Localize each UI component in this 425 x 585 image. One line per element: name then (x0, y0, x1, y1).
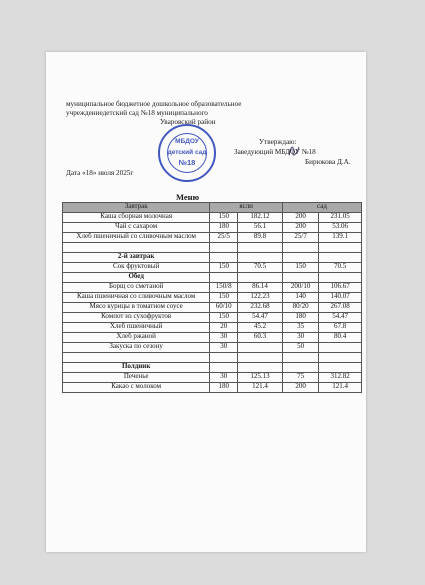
header-nursery: ясли (210, 203, 283, 213)
garden-calories (319, 343, 362, 353)
garden-calories: 80.4 (319, 333, 362, 343)
dish-name: Борщ со сметаной (63, 283, 210, 293)
empty-cell (210, 273, 238, 283)
garden-calories: 70.5 (319, 263, 362, 273)
dish-name: Какао с молоком (63, 383, 210, 393)
signature (287, 143, 301, 159)
approve-label: Утверждаю: (259, 138, 297, 146)
nursery-portion: 60/10 (210, 303, 238, 313)
nursery-portion: 20 (210, 323, 238, 333)
head-role: Заведующий МБДОУ №18 (234, 148, 316, 156)
nursery-calories: 54.47 (238, 313, 283, 323)
table-row (63, 343, 362, 353)
table-row (63, 313, 362, 323)
garden-calories: 267.08 (319, 303, 362, 313)
garden-calories: 139.1 (319, 233, 362, 243)
section-row (63, 363, 362, 373)
table-header-row (63, 203, 362, 213)
nursery-calories: 232.68 (238, 303, 283, 313)
nursery-calories: 89.8 (238, 233, 283, 243)
empty-cell (319, 353, 362, 363)
garden-portion: 200 (282, 213, 318, 223)
garden-portion: 150 (282, 263, 318, 273)
nursery-calories: 56.1 (238, 223, 283, 233)
garden-calories: 53.06 (319, 223, 362, 233)
head-name: Бирюкова Д.А. (305, 158, 351, 166)
empty-cell (210, 353, 238, 363)
organization-stamp (158, 124, 216, 182)
garden-calories: 106.67 (319, 283, 362, 293)
empty-cell (210, 243, 238, 253)
header-meal: Завтрак (63, 203, 210, 213)
nursery-portion: 180 (210, 223, 238, 233)
section-row (63, 273, 362, 283)
nursery-calories (238, 343, 283, 353)
nursery-portion: 30 (210, 333, 238, 343)
dish-name: Каша пшеничная со сливочным маслом (63, 293, 210, 303)
table-row (63, 293, 362, 303)
empty-cell (238, 273, 283, 283)
table-row (63, 303, 362, 313)
nursery-portion: 150 (210, 313, 238, 323)
nursery-portion: 30 (210, 373, 238, 383)
section-title: Полдник (63, 363, 210, 373)
nursery-calories: 122.23 (238, 293, 283, 303)
dish-name: Хлеб ржаной (63, 333, 210, 343)
nursery-calories: 60.3 (238, 333, 283, 343)
section-title: Обед (63, 273, 210, 283)
garden-portion: 200 (282, 383, 318, 393)
garden-calories: 231.05 (319, 213, 362, 223)
garden-calories: 140.07 (319, 293, 362, 303)
empty-cell (210, 363, 238, 373)
table-row (63, 233, 362, 243)
table-row (63, 283, 362, 293)
table-row (63, 323, 362, 333)
empty-cell (319, 363, 362, 373)
table-row (63, 223, 362, 233)
empty-cell (238, 353, 283, 363)
garden-portion: 35 (282, 323, 318, 333)
garden-portion: 30 (282, 333, 318, 343)
dish-name: Мясо курицы в томатном соусе (63, 303, 210, 313)
dish-name: Хлеб пшеничный со сливочным маслом (63, 233, 210, 243)
table-row (63, 383, 362, 393)
garden-portion: 200/10 (282, 283, 318, 293)
org-line-2: учреждениедетский сад №18 муниципального (66, 109, 208, 117)
garden-portion: 80/20 (282, 303, 318, 313)
nursery-portion: 30 (210, 343, 238, 353)
garden-portion: 140 (282, 293, 318, 303)
dish-name: Печенье (63, 373, 210, 383)
table-row (63, 213, 362, 223)
garden-calories: 121.4 (319, 383, 362, 393)
nursery-portion: 180 (210, 383, 238, 393)
garden-portion: 25/7 (282, 233, 318, 243)
garden-calories: 67.8 (319, 323, 362, 333)
nursery-portion: 150/8 (210, 283, 238, 293)
garden-portion: 75 (282, 373, 318, 383)
garden-portion: 180 (282, 313, 318, 323)
header-garden: сад (282, 203, 361, 213)
empty-cell (63, 353, 210, 363)
garden-calories: 54.47 (319, 313, 362, 323)
stamp-text-3: №18 (178, 158, 196, 167)
org-line-3: Уваровский район (160, 118, 216, 126)
garden-portion: 50 (282, 343, 318, 353)
nursery-calories: 45.2 (238, 323, 283, 333)
document-date: Дата «18» июля 2025г (66, 169, 134, 177)
menu-title: Меню (176, 192, 200, 202)
dish-name: Чай с сахаром (63, 223, 210, 233)
empty-cell (210, 253, 238, 263)
empty-cell (319, 253, 362, 263)
empty-cell (319, 243, 362, 253)
dish-name: Сок фруктовый (63, 263, 210, 273)
empty-cell (238, 253, 283, 263)
nursery-calories: 125.13 (238, 373, 283, 383)
empty-cell (282, 273, 318, 283)
table-spacer-row (63, 243, 362, 253)
garden-portion: 200 (282, 223, 318, 233)
menu-table (62, 202, 362, 393)
table-row (63, 263, 362, 273)
org-line-1: муниципальное бюджетное дошкольное образовательное (66, 100, 242, 108)
table-row (63, 333, 362, 343)
nursery-calories: 182.12 (238, 213, 283, 223)
empty-cell (238, 243, 283, 253)
table-spacer-row (63, 353, 362, 363)
dish-name: Каша сборная молочная (63, 213, 210, 223)
table-row (63, 373, 362, 383)
empty-cell (282, 363, 318, 373)
empty-cell (238, 363, 283, 373)
empty-cell (282, 253, 318, 263)
nursery-portion: 150 (210, 263, 238, 273)
empty-cell (319, 273, 362, 283)
dish-name: Компот из сухофруктов (63, 313, 210, 323)
dish-name: Хлеб пшеничный (63, 323, 210, 333)
dish-name: Закуска по сезону (63, 343, 210, 353)
nursery-calories: 86.14 (238, 283, 283, 293)
empty-cell (282, 353, 318, 363)
section-row (63, 253, 362, 263)
garden-calories: 312.82 (319, 373, 362, 383)
empty-cell (63, 243, 210, 253)
nursery-calories: 70.5 (238, 263, 283, 273)
nursery-portion: 150 (210, 213, 238, 223)
menu-table-body (63, 213, 362, 393)
stamp-text-2: детский сад (167, 149, 207, 156)
section-title: 2-й завтрак (63, 253, 210, 263)
stamp-text-1: МБДОУ (175, 138, 199, 145)
empty-cell (282, 243, 318, 253)
nursery-portion: 25/5 (210, 233, 238, 243)
nursery-portion: 150 (210, 293, 238, 303)
nursery-calories: 121.4 (238, 383, 283, 393)
